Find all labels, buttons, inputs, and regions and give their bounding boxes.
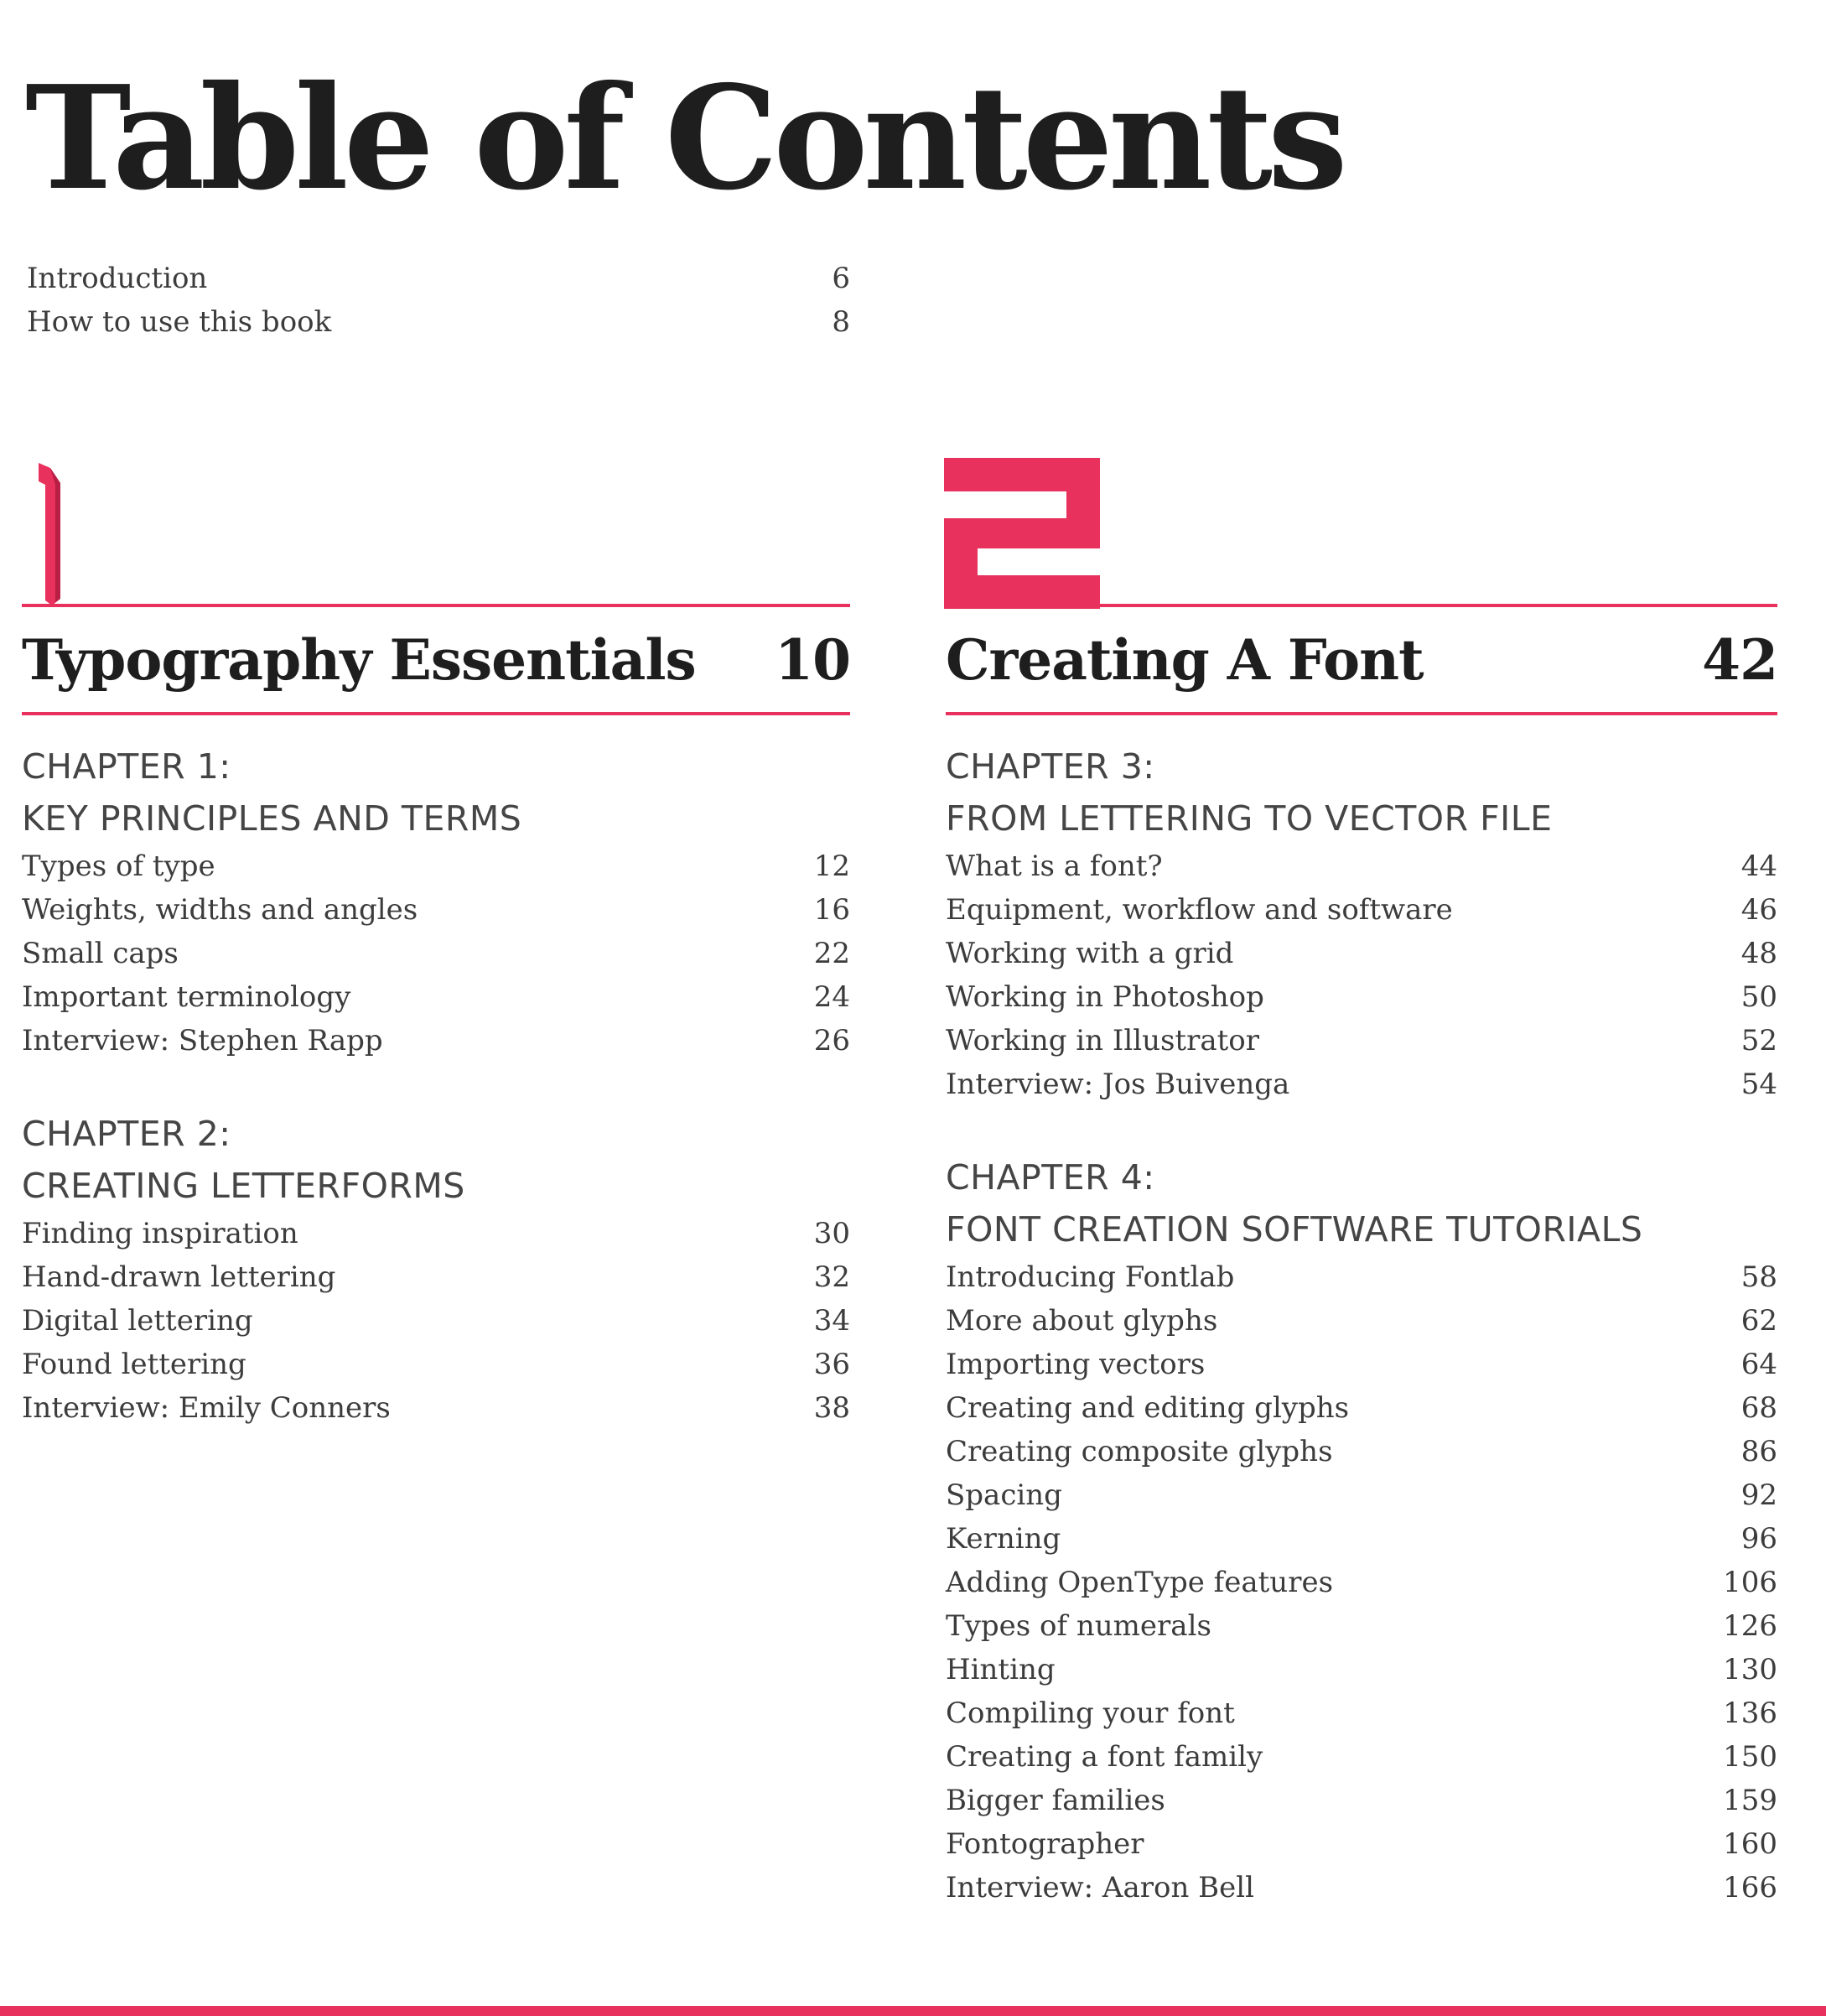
entry-title: What is a font? bbox=[946, 850, 1163, 883]
chapter-title: FONT CREATION SOFTWARE TUTORIALS bbox=[946, 1209, 1643, 1250]
part-2-numeral-graphic bbox=[944, 458, 1100, 609]
page-edge-bar bbox=[0, 2006, 1826, 2016]
part-2-column bbox=[946, 444, 1777, 1909]
toc-entry bbox=[22, 1212, 850, 1255]
toc-entry bbox=[946, 1691, 1777, 1735]
intro-list bbox=[27, 257, 850, 344]
entry-title: Finding inspiration bbox=[22, 1217, 298, 1250]
entry-page: 22 bbox=[813, 937, 850, 970]
toc-entry bbox=[22, 1255, 850, 1299]
entry-title: Digital lettering bbox=[22, 1304, 253, 1338]
entry-title: Introduction bbox=[27, 262, 208, 295]
toc-entry bbox=[22, 844, 850, 888]
entry-page: 62 bbox=[1740, 1304, 1777, 1338]
toc-entry bbox=[946, 1430, 1777, 1473]
entry-page: 54 bbox=[1740, 1068, 1777, 1101]
toc-entry bbox=[946, 1343, 1777, 1386]
toc-entry bbox=[27, 300, 850, 344]
entry-page: 136 bbox=[1723, 1696, 1777, 1730]
entry-page: 44 bbox=[1740, 850, 1777, 883]
toc-entry bbox=[946, 1779, 1777, 1822]
entry-title: Interview: Emily Conners bbox=[22, 1391, 391, 1425]
entry-page: 36 bbox=[813, 1348, 850, 1381]
toc-entry bbox=[946, 1604, 1777, 1648]
chapter-label: CHAPTER 2: bbox=[22, 1114, 231, 1154]
entry-page: 130 bbox=[1723, 1653, 1777, 1686]
entry-title: Adding OpenType features bbox=[946, 1566, 1334, 1599]
entry-page: 46 bbox=[1740, 893, 1777, 927]
part-page: 10 bbox=[775, 626, 850, 693]
chapter-block bbox=[22, 1108, 850, 1430]
toc-entry bbox=[946, 1386, 1777, 1430]
entry-page: 48 bbox=[1740, 937, 1777, 970]
entry-page: 24 bbox=[813, 980, 850, 1014]
entry-title: Creating a font family bbox=[946, 1740, 1263, 1774]
entry-page: 52 bbox=[1740, 1024, 1777, 1057]
entry-page: 86 bbox=[1740, 1435, 1777, 1468]
toc-entry bbox=[946, 1822, 1777, 1866]
entry-title: Types of type bbox=[22, 850, 215, 883]
part-title: Creating A Font bbox=[946, 626, 1424, 693]
entry-title: Creating and editing glyphs bbox=[946, 1391, 1350, 1425]
entry-title: Fontographer bbox=[946, 1827, 1144, 1861]
entry-page: 166 bbox=[1723, 1871, 1777, 1904]
toc-entry bbox=[946, 1517, 1777, 1561]
toc-entry bbox=[22, 888, 850, 932]
entry-title: Interview: Stephen Rapp bbox=[22, 1024, 383, 1057]
entry-page: 50 bbox=[1740, 980, 1777, 1014]
toc-entry bbox=[946, 1299, 1777, 1343]
toc-entry bbox=[946, 975, 1777, 1019]
toc-entry bbox=[22, 932, 850, 975]
toc-entry bbox=[22, 1299, 850, 1343]
entry-title: More about glyphs bbox=[946, 1304, 1218, 1338]
entry-page: 96 bbox=[1740, 1522, 1777, 1556]
toc-entry bbox=[946, 1735, 1777, 1779]
part-heading bbox=[22, 607, 850, 712]
entry-page: 12 bbox=[813, 850, 850, 883]
entry-page: 26 bbox=[813, 1024, 850, 1057]
entry-title: Introducing Fontlab bbox=[946, 1260, 1235, 1294]
toc-entry bbox=[946, 844, 1777, 888]
entry-page: 30 bbox=[813, 1217, 850, 1250]
part-title: Typography Essentials bbox=[22, 626, 696, 693]
chapter-block bbox=[946, 740, 1777, 1106]
toc-entry bbox=[22, 1343, 850, 1386]
toc-entry bbox=[22, 975, 850, 1019]
entry-title: Creating composite glyphs bbox=[946, 1435, 1333, 1468]
toc-entry bbox=[946, 1019, 1777, 1063]
part-1-numeral-graphic bbox=[32, 463, 69, 605]
toc-entry bbox=[946, 1063, 1777, 1106]
page-title: Table of Contents bbox=[25, 55, 1343, 222]
part-heading bbox=[946, 607, 1777, 712]
entry-page: 126 bbox=[1723, 1609, 1777, 1643]
entry-page: 68 bbox=[1740, 1391, 1777, 1425]
part-1-column bbox=[22, 444, 850, 1430]
entry-page: 58 bbox=[1740, 1260, 1777, 1294]
toc-entry bbox=[946, 1255, 1777, 1299]
entry-title: Hand-drawn lettering bbox=[22, 1260, 336, 1294]
entry-title: Equipment, workflow and software bbox=[946, 893, 1453, 927]
toc-entry bbox=[946, 932, 1777, 975]
entry-title: Important terminology bbox=[22, 980, 351, 1014]
toc-entry bbox=[946, 888, 1777, 932]
entry-title: Found lettering bbox=[22, 1348, 246, 1381]
entry-page: 16 bbox=[813, 893, 850, 927]
part-rule-bottom bbox=[22, 712, 850, 715]
chapter-block bbox=[946, 1151, 1777, 1909]
toc-entry bbox=[946, 1866, 1777, 1909]
entry-title: Hinting bbox=[946, 1653, 1056, 1686]
part-rule-bottom bbox=[946, 712, 1777, 715]
chapter-label: CHAPTER 1: bbox=[22, 746, 231, 787]
toc-entry bbox=[22, 1386, 850, 1430]
entry-title: Weights, widths and angles bbox=[22, 893, 418, 927]
entry-title: Small caps bbox=[22, 937, 179, 970]
chapter-label: CHAPTER 4: bbox=[946, 1157, 1155, 1198]
entry-page: 160 bbox=[1723, 1827, 1777, 1861]
entry-title: Importing vectors bbox=[946, 1348, 1206, 1381]
entry-title: How to use this book bbox=[27, 305, 332, 339]
chapter-title: FROM LETTERING TO VECTOR FILE bbox=[946, 798, 1553, 839]
entry-title: Working in Photoshop bbox=[946, 980, 1264, 1014]
toc-entry bbox=[946, 1473, 1777, 1517]
entry-title: Spacing bbox=[946, 1478, 1062, 1512]
chapter-label: CHAPTER 3: bbox=[946, 746, 1155, 787]
entry-page: 34 bbox=[813, 1304, 850, 1338]
toc-entry bbox=[946, 1648, 1777, 1691]
chapter-block bbox=[22, 740, 850, 1063]
entry-page: 8 bbox=[832, 305, 850, 339]
entry-page: 38 bbox=[813, 1391, 850, 1425]
entry-title: Kerning bbox=[946, 1522, 1061, 1556]
entry-page: 106 bbox=[1723, 1566, 1777, 1599]
part-number-2 bbox=[946, 444, 1777, 604]
toc-entry bbox=[946, 1561, 1777, 1604]
entry-title: Interview: Jos Buivenga bbox=[946, 1068, 1290, 1101]
chapter-title: CREATING LETTERFORMS bbox=[22, 1166, 465, 1206]
entry-page: 159 bbox=[1723, 1784, 1777, 1817]
part-page: 42 bbox=[1702, 626, 1777, 693]
entry-title: Types of numerals bbox=[946, 1609, 1211, 1643]
entry-page: 32 bbox=[813, 1260, 850, 1294]
toc-entry bbox=[27, 257, 850, 300]
toc-entry bbox=[22, 1019, 850, 1063]
entry-title: Working in Illustrator bbox=[946, 1024, 1259, 1057]
entry-title: Bigger families bbox=[946, 1784, 1165, 1817]
entry-page: 6 bbox=[832, 262, 850, 295]
entry-page: 92 bbox=[1740, 1478, 1777, 1512]
entry-page: 150 bbox=[1723, 1740, 1777, 1774]
entry-title: Interview: Aaron Bell bbox=[946, 1871, 1255, 1904]
part-number-1 bbox=[22, 444, 850, 604]
entry-title: Compiling your font bbox=[946, 1696, 1235, 1730]
chapter-title: KEY PRINCIPLES AND TERMS bbox=[22, 798, 522, 839]
entry-title: Working with a grid bbox=[946, 937, 1234, 970]
entry-page: 64 bbox=[1740, 1348, 1777, 1381]
